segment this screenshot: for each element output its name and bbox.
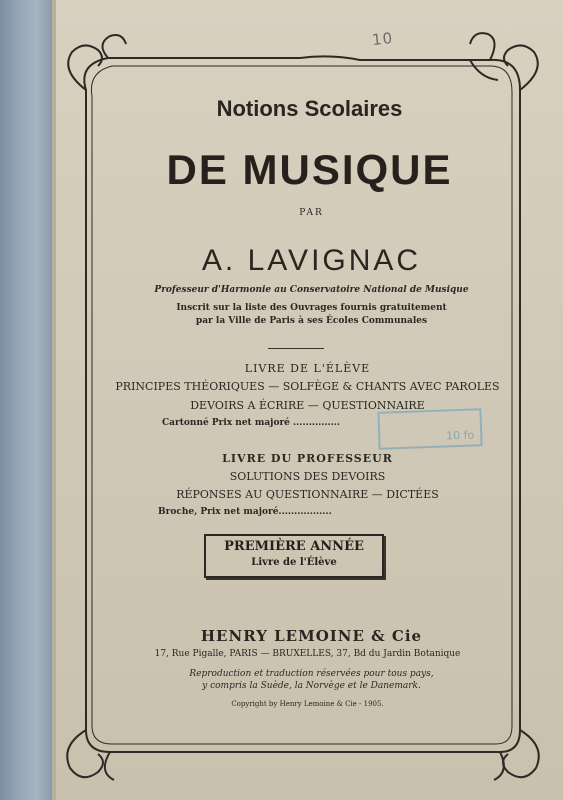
by-label: PAR	[299, 208, 324, 218]
publisher-name: HENRY LEMOINE & Cie	[200, 627, 423, 645]
edition-box	[204, 534, 384, 578]
teacher-book-line-1: SOLUTIONS DES DEVOIRS	[229, 470, 386, 483]
student-book-line-2: DEVOIRS A ÉCRIRE — QUESTIONNAIRE	[190, 399, 425, 412]
author-name: A. LAVIGNAC	[201, 244, 422, 277]
rights-line-1: Reproduction et traduction réservées pour tous pays,	[189, 669, 434, 679]
inscription-line-2: par la Ville de Paris à ses Écoles Communales	[195, 316, 428, 326]
author-role: Professeur d'Harmonie au Conservatoire National de Musique	[154, 285, 469, 295]
divider-rule	[268, 348, 324, 349]
teacher-book-line-2: RÉPONSES AU QUESTIONNAIRE — DICTÉES	[176, 488, 439, 501]
stamp-text: 10 fo	[445, 428, 475, 443]
title-line-1: Notions Scolaires	[216, 96, 403, 121]
pencil-inventory-mark: 10	[371, 28, 394, 50]
publisher-address: 17, Rue Pigalle, PARIS — BRUXELLES, 37, Bd du Jardin Botanique	[154, 649, 461, 659]
student-book-line-1: PRINCIPES THÉORIQUES — SOLFÈGE & CHANTS AVEC PAROLES	[115, 380, 500, 393]
title-line-2: DE MUSIQUE	[166, 146, 453, 193]
student-book-heading: LIVRE DE L'ÉLÈVE	[244, 362, 371, 375]
teacher-book-heading: LIVRE DU PROFESSEUR	[222, 452, 393, 465]
teacher-book-price: Broche, Prix net majoré.................	[158, 507, 332, 517]
edition-book-type: Livre de l'Élève	[251, 557, 337, 568]
rights-line-2: y compris la Suède, la Norvège et le Danemark.	[202, 681, 421, 691]
library-stamp	[377, 408, 482, 450]
edition-year: PREMIÈRE ANNÉE	[224, 539, 364, 554]
copyright-line: Copyright by Henry Lemoine & Cie - 1905.	[231, 700, 384, 708]
student-book-price: Cartonné Prix net majoré ...............	[162, 418, 341, 428]
inscription-line-1: Inscrit sur la liste des Ouvrages fournis gratuitement	[176, 303, 447, 313]
